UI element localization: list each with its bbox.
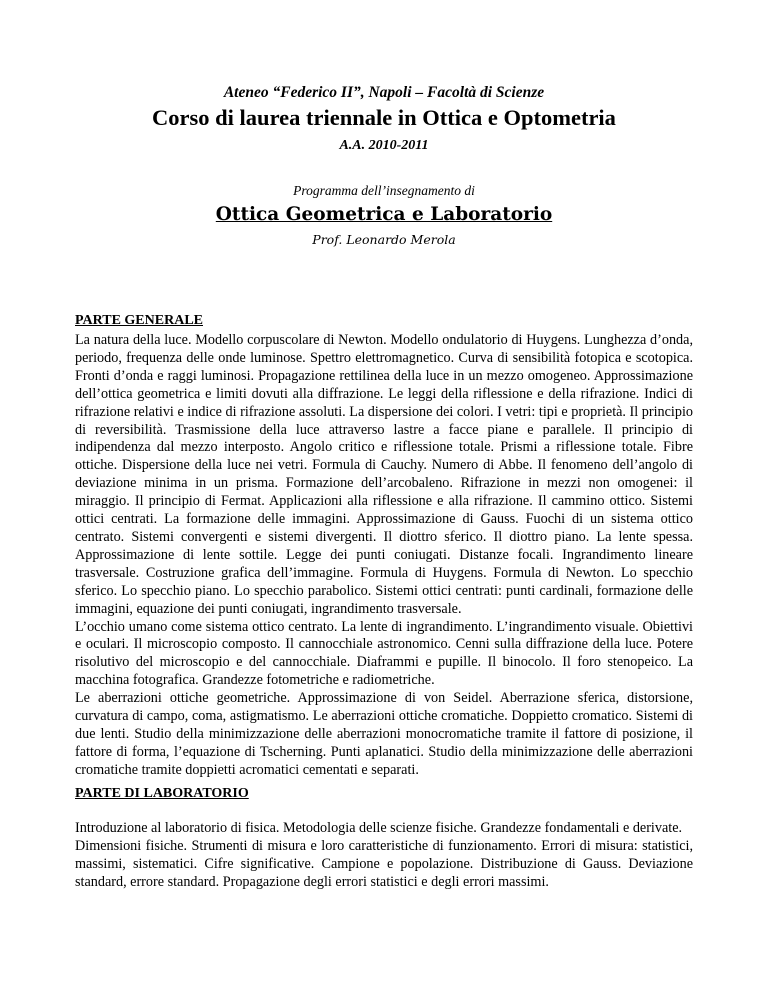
academic-year: A.A. 2010-2011 bbox=[339, 138, 429, 153]
section-title-general: PARTE GENERALE bbox=[75, 313, 203, 328]
course-title: Ottica Geometrica e Laboratorio bbox=[215, 204, 553, 225]
paragraph: La natura della luce. Modello corpuscolare di Newton. Modello ondulatorio di Huygens. Lunghezza d’onda, periodo, frequenza delle onde luminose. Spettro elettromagnetico. Curva di sensibilità fotopica e scotopica. Fronti d’onda e raggi luminosi. Propagazione rettilinea della luce in un mezzo omogeneo. Approssimazione dell’ottica geometrica e limiti dovuti alla diffrazione. Le leggi della riflessione e della rifrazione. Indici di rifrazione relativi e indice di rifrazione assoluti. La dispersione dei colori. I vetri: tipi e proprietà. Il principio di reversibilità. Trasmissione della luce attraverso lastre a facce piane e parallele. Il principio di indipendenza dal mezzo interposto. Angolo critico e riflessione totale. Prismi a riflessione totale. Fibre ottiche. Dispersione della luce nei vetri. Formula di Cauchy. Numero di Abbe. Il fenomeno dell’angolo di deviazione minima in un prisma. Formazione dell’arcobaleno. Rifrazione in mezzi non omogenei: il miraggio. Il principio di Fermat. Applicazioni alla riflessione e alla rifrazione. Il cammino ottico. Sistemi ottici centrati. La formazione delle immagini. Approssimazione di Gauss. Fuochi di un sistema ottico centrato. Sistemi convergenti e sistemi divergenti. Il diottro sferico. Il diottro piano. La lente spessa. Approssimazione di lente sottile. Legge dei punti coniugati. Distanze focali. Ingrandimento lineare trasversale. Costruzione grafica dell’immagine. Formula di Huygens. Formula di Newton. Lo specchio sferico. Lo specchio piano. Lo specchio parabolico. Sistemi ottici centrati: punti cardinali, formazione delle immagini, equazione dei punti coniugati, ingrandimento trasversale. bbox=[75, 332, 693, 617]
section-title-laboratory: PARTE DI LABORATORIO bbox=[75, 786, 249, 801]
paragraph: Dimensioni fisiche. Strumenti di misura e loro caratteristiche di funzionamento. Errori di misura: statistici, massimi, sistematici. Cifre significative. Campione e popolazione. Distribuzione di Gauss. Deviazione standard, errore standard. Propagazione degli errori statistici e degli errori massimi. bbox=[75, 837, 693, 890]
paragraph: Le aberrazioni ottiche geometriche. Approssimazione di von Seidel. Aberrazione sferica, distorsione, curvatura di campo, coma, astigmatismo. Le aberrazioni ottiche cromatiche. Doppietto cromatico. Sistemi di due lenti. Studio della minimizzazione delle aberrazioni monocromatiche tramite il fattore di posizione, il fattore di forma, l’equazione di Tscherning. Punti aplanatici. Studio della minimizzazione delle aberrazioni cromatiche tramite doppietti acromatici cementati e separati. bbox=[75, 690, 693, 778]
paragraph: Introduzione al laboratorio di fisica. Metodologia delle scienze fisiche. Grandezze fondamentali e derivate. bbox=[75, 820, 683, 836]
university-heading: Ateneo “Federico II”, Napoli – Facoltà di Scienze bbox=[223, 84, 545, 101]
section-body-laboratory bbox=[75, 820, 693, 892]
degree-course-title: Corso di laurea triennale in Ottica e Optometria bbox=[152, 105, 616, 130]
section-body-general bbox=[75, 332, 693, 780]
professor-name: Prof. Leonardo Merola bbox=[312, 232, 456, 247]
program-intro: Programma dell’insegnamento di bbox=[293, 183, 475, 198]
paragraph: L’occhio umano come sistema ottico centrato. La lente di ingrandimento. L’ingrandimento visuale. Obiettivi e oculari. Il microscopio composto. Il cannocchiale astronomico. Cenni sulla diffrazione della luce. Potere risolutivo del microscopio e del cannocchiale. Diaframmi e pupille. Il binocolo. Il foro stenopeico. La macchina fotografica. Grandezze fotometriche e radiometriche. bbox=[75, 618, 693, 689]
